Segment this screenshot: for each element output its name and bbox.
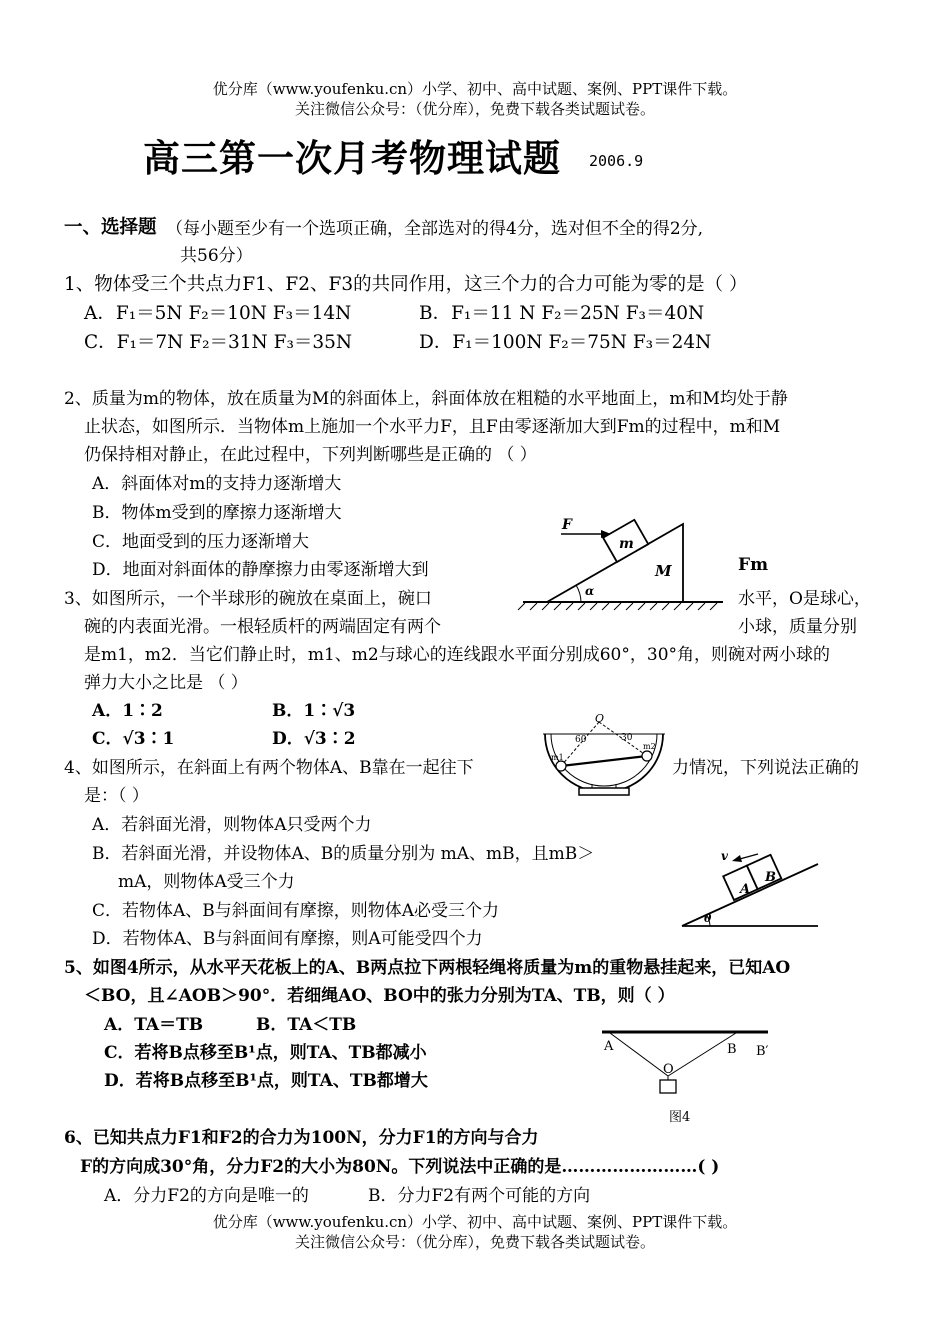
slope-velocity-label: v: [721, 849, 728, 863]
q3-option-c: C．√3∶1: [92, 729, 175, 749]
rope-figure: [596, 1024, 776, 1128]
title-date: 2006.9: [589, 152, 644, 170]
q4-option-c: C．若物体A、B与斜面间有摩擦，则物体A必受三个力: [92, 901, 500, 921]
page-title: 高三第一次月考物理试题: [143, 137, 561, 180]
incline-figure: [515, 512, 730, 612]
slope-block-b-label: B: [765, 870, 776, 885]
slope-angle-label: θ: [704, 912, 712, 925]
banner-line-1: 优分库（www.youfenku.cn）小学、初中、高中试题、案例、PPT课件下载。: [212, 80, 738, 98]
q2-line-1: 2、质量为m的物体，放在质量为M的斜面体上，斜面体放在粗糙的水平地面上，m和M均处于静: [64, 389, 788, 409]
bowl-angle-60-label: 60: [575, 735, 587, 745]
q2-line-2: 止状态，如图所示．当物体m上施加一个水平力F，且F由零逐渐加大到Fm的过程中，m和M: [84, 417, 781, 437]
incline-block-label: m: [619, 536, 634, 552]
q6-line-1: 6、已知共点力F1和F2的合力为100N，分力F1的方向与合力: [64, 1128, 539, 1148]
q2-option-a: A．斜面体对m的支持力逐渐增大: [92, 474, 342, 494]
q4-line-2: 是：（ ）: [84, 786, 149, 806]
section-heading: 一、选择题: [64, 217, 157, 238]
q2-option-d: D．地面对斜面体的静摩擦力由零逐渐增大到: [92, 560, 429, 580]
q1-option-a: A．F₁＝5N F₂＝10N F₃＝14N: [84, 303, 352, 324]
q3-option-b: B．1∶√3: [272, 701, 356, 721]
section-note-line-1: （每小题至少有一个选项正确，全部选对的得4分，选对但不全的得2分,: [166, 219, 704, 239]
q4-option-d: D．若物体A、B与斜面间有摩擦，则A可能受四个力: [92, 929, 483, 949]
q2-line-3: 仍保持相对静止，在此过程中，下列判断哪些是正确的 （ ）: [84, 445, 537, 465]
q5-option-c: C．若将B点移至B¹点，则TA、TB都减小: [104, 1043, 427, 1063]
incline-force-label: F: [562, 517, 572, 533]
q3-line-3: 是m1，m2．当它们静止时，m1、m2与球心的连线跟水平面分别成60°，30°角，则碗对两小球的: [84, 645, 831, 665]
rope-knot-label: O: [663, 1062, 674, 1077]
section-note-line-2: 共56分）: [180, 246, 253, 266]
q2-option-c: C．地面受到的压力逐渐增大: [92, 532, 310, 552]
q5-line-1: 5、如图4所示，从水平天花板上的A、B两点拉下两根轻绳将质量为m的重物悬挂起来，已知AO: [64, 958, 791, 978]
q6-line-2: F的方向成30°角，分力F2的大小为80N。下列说法中正确的是……………………( ): [80, 1157, 720, 1177]
q4-line-1: 4、如图所示，在斜面上有两个物体A、B靠在一起往下: [64, 758, 474, 778]
rope-figure-caption: 图4: [669, 1110, 691, 1125]
q3-line-4: 弹力大小之比是 （ ）: [84, 673, 248, 693]
q5-option-b: B．TA＜TB: [256, 1015, 357, 1035]
q3-line-2-right: 小球，质量分别: [738, 617, 857, 637]
incline-body-label: M: [655, 562, 672, 580]
q6-option-b: B．分力F2有两个可能的方向: [368, 1186, 591, 1206]
bowl-figure: [537, 714, 672, 800]
q5-line-2: ＜BO，且∠AOB＞90°．若细绳AO、BO中的张力分别为TA、TB，则（ ）: [84, 986, 675, 1006]
q2-option-b: B．物体m受到的摩擦力逐渐增大: [92, 503, 342, 523]
q3-line-2: 碗的内表面光滑。一根轻质杆的两端固定有两个: [84, 617, 441, 637]
q2-option-d-tail: Fm: [738, 555, 769, 575]
q3-line-1: 3、如图所示，一个半球形的碗放在桌面上，碗口: [64, 589, 432, 609]
q4-option-a: A．若斜面光滑，则物体A只受两个力: [92, 815, 372, 835]
q3-line-1-right: 水平，O是球心，: [738, 589, 871, 609]
q1-stem: 1、物体受三个共点力F1、F2、F3的共同作用，这三个力的合力可能为零的是（ ）: [64, 274, 748, 295]
banner-line-2: 关注微信公众号：（优分库），免费下载各类试题试卷。: [294, 100, 655, 118]
bowl-center-label: O: [595, 714, 605, 725]
incline-angle-label: α: [585, 584, 595, 598]
bowl-m2-label: m2: [643, 742, 656, 751]
q1-option-c: C．F₁＝7N F₂＝31N F₃＝35N: [84, 332, 353, 353]
q6-option-a: A．分力F2的方向是唯一的: [104, 1186, 309, 1206]
bowl-angle-30-label: 30: [621, 733, 633, 743]
q3-option-a: A．1∶2: [92, 701, 163, 721]
q4-option-b-line-2: mA，则物体A受三个力: [118, 872, 295, 892]
slope-blocks-figure: [676, 838, 826, 930]
rope-point-b-label: B: [727, 1042, 737, 1057]
footer-banner-line-1: 优分库（www.youfenku.cn）小学、初中、高中试题、案例、PPT课件下载。: [212, 1213, 738, 1231]
q5-option-d: D．若将B点移至B¹点，则TA、TB都增大: [104, 1071, 428, 1091]
bowl-m1-label: m1: [551, 753, 564, 762]
slope-block-a-label: A: [740, 882, 751, 897]
q3-option-d: D．√3∶2: [272, 729, 356, 749]
rope-point-b-prime-label: B′: [756, 1044, 769, 1059]
footer-banner-line-2: 关注微信公众号：（优分库），免费下载各类试题试卷。: [294, 1233, 655, 1251]
q4-option-b-line-1: B．若斜面光滑，并设物体A、B的质量分别为 mA、mB，且mB＞: [92, 844, 595, 864]
rope-point-a-label: A: [604, 1039, 614, 1054]
q1-option-b: B．F₁＝11 N F₂＝25N F₃＝40N: [419, 303, 705, 324]
q1-option-d: D．F₁＝100N F₂＝75N F₃＝24N: [419, 332, 712, 353]
q4-line-1-right: 力情况，下列说法正确的: [672, 758, 859, 778]
q5-option-a: A．TA＝TB: [104, 1015, 204, 1035]
